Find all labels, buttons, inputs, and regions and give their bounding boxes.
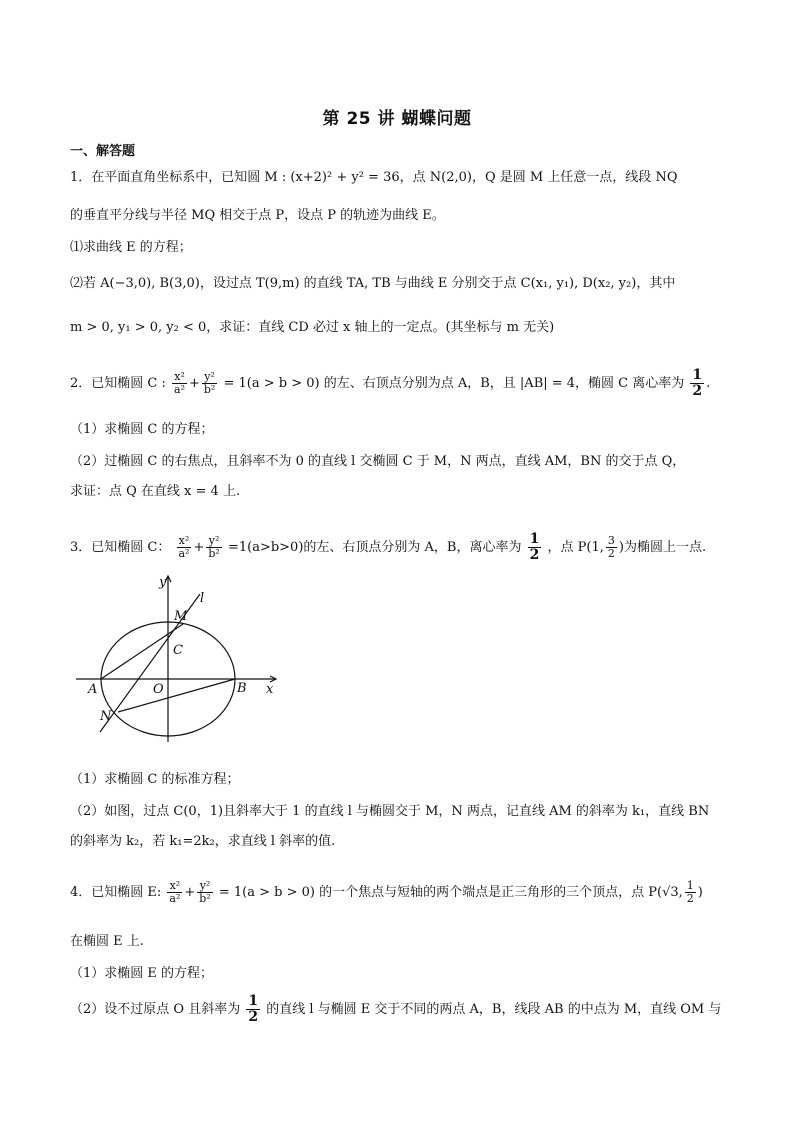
numerator: 1 xyxy=(529,531,540,547)
denominator: a² xyxy=(169,892,181,905)
problem-3-point-desc: 为椭圆上一点. xyxy=(623,540,707,555)
denominator: 2 xyxy=(692,383,703,399)
denominator: 2 xyxy=(248,1009,259,1025)
problem-1-question-1: ⑴求曲线 E 的方程； xyxy=(70,240,192,255)
fraction-three-halves xyxy=(606,535,617,560)
label-y: y xyxy=(159,575,167,590)
denominator: 2 xyxy=(607,547,615,560)
numerator: 3 xyxy=(607,534,615,547)
problem-1-question-2b: m > 0, y₁ > 0, y₂ < 0，求证：直线 CD 必过 x 轴上的一定点。(其坐标与 m 无关) xyxy=(70,320,555,335)
problem-4-intro: 4．已知椭圆 E: xyxy=(70,885,162,900)
fraction-x2-a2 xyxy=(167,880,182,905)
fraction-one-half xyxy=(690,368,704,399)
fraction-y2-b2 xyxy=(197,880,212,905)
problem-4-question-2a: （2）设不过原点 O 且斜率为 xyxy=(70,1002,241,1017)
ellipse-figure xyxy=(70,572,290,750)
problem-3-point-p: ，点 P xyxy=(547,540,587,555)
page-title: 第 25 讲 蝴蝶问题 xyxy=(322,109,472,129)
numerator: 1 xyxy=(686,879,694,892)
fraction-x2-a2 xyxy=(172,371,187,396)
problem-1-line-2: 的垂直平分线与半径 MQ 相交于点 P，设点 P 的轨迹为曲线 E。 xyxy=(70,208,445,223)
problem-4-line-2: 在椭圆 E 上. xyxy=(70,934,144,949)
label-l: l xyxy=(200,591,205,606)
problem-2-condition: = 1(a > b > 0) 的左、右顶点分别为点 A，B，且 |AB| = 4，椭圆 C 离心率为 xyxy=(223,376,685,391)
fraction-x2-a2 xyxy=(177,535,192,560)
denominator: b² xyxy=(199,892,211,905)
problem-2-question-2b: 求证：点 Q 在直线 x = 4 上. xyxy=(70,484,241,499)
fraction-one-half xyxy=(246,994,260,1025)
problem-4-condition: = 1(a > b > 0) 的一个焦点与短轴的两个端点是正三角形的三个顶点，点 P(√3, xyxy=(218,885,683,900)
problem-3-question-2b: 的斜率为 k₂，若 k₁=2k₂，求直线 l 斜率的值. xyxy=(70,834,336,849)
numerator: 1 xyxy=(692,367,703,383)
problem-3-condition: =1(a>b>0)的左、右顶点分别为 A，B，离心率为 xyxy=(227,540,522,555)
label-m: M xyxy=(174,609,188,624)
label-n: N xyxy=(100,709,112,724)
denominator: a² xyxy=(174,383,185,396)
problem-3-intro: 3．已知椭圆 C： xyxy=(70,540,171,555)
numerator: x² xyxy=(172,371,187,384)
denominator: b² xyxy=(208,547,220,560)
numerator: 1 xyxy=(248,993,259,1009)
line-am xyxy=(101,624,183,679)
problem-4-question-2 xyxy=(70,994,730,1025)
fraction-one-half xyxy=(528,532,542,563)
fraction-one-half-small xyxy=(685,880,696,905)
problem-2-intro: 2．已知椭圆 C : xyxy=(70,376,166,391)
problem-1-line-1: 1．在平面直角坐标系中，已知圆 M : (x+2)² + y² = 36，点 N(2,0)，Q 是圆 M 上任意一点，线段 NQ xyxy=(70,170,678,185)
fraction-y2-b2 xyxy=(206,535,221,560)
problem-4-line-1: 4．已知椭圆 E: $\frac{\text{x²}}{\text{a²}}$ + $\frac{\text{y²}}{\text{b²}}$ = 1(a > b > 0) 的一个焦点与短轴的两个端点是正三角形的三个顶点，点 P(√3, $\frac{1}{2}$ ) xyxy=(70,879,703,905)
denominator: 2 xyxy=(686,892,694,905)
problem-2-question-2a: （2）过椭圆 C 的右焦点，且斜率不为 0 的直线 l 交椭圆 C 于 M，N 两点，直线 AM，BN 的交于点 Q， xyxy=(70,454,686,469)
problem-1-question-2a: ⑵若 A(−3,0), B(3,0)，设过点 T(9,m) 的直线 TA, TB 与曲线 E 分别交于点 C(x₁, y₁), D(x₂, y₂)，其中 xyxy=(70,276,676,291)
section-heading: 一、解答题 xyxy=(70,144,136,159)
problem-3-line-1: 3．已知椭圆 C： $\frac{\text{x²}}{\text{a²}}$ + $\frac{\text{y²}}{\text{b²}}$ =1(a>b>0)的左、右顶点分别为 A，B，离心率为 $\frac{1}{2}$ ，点 P(1, $\frac{3}{2}$ )为椭圆上一点. xyxy=(70,531,707,563)
numerator: y² xyxy=(197,880,212,893)
denominator: a² xyxy=(178,547,190,560)
numerator: x² xyxy=(177,535,192,548)
numerator: x² xyxy=(167,880,182,893)
problem-4-question-1: （1）求椭圆 E 的方程； xyxy=(70,966,214,981)
problem-3-question-2a: （2）如图，过点 C(0，1)且斜率大于 1 的直线 l 与椭圆交于 M，N 两点，记直线 AM 的斜率为 k₁，直线 BN xyxy=(70,804,710,819)
problem-2-question-1: （1）求椭圆 C 的方程； xyxy=(70,422,214,437)
denominator: b² xyxy=(203,383,216,396)
label-b: B xyxy=(237,681,247,696)
label-c: C xyxy=(173,643,183,658)
problem-4-question-2b: 的直线 l 与椭圆 E 交于不同的两点 A，B，线段 AB 的中点为 M，直线 OM 与 xyxy=(266,1002,722,1017)
denominator: 2 xyxy=(529,547,540,563)
problem-2-line-1: 2．已知椭圆 C : $\frac{\text{x²}}{\text{a²}}$ + $\frac{\text{y²}}{\text{b²}}$ = 1(a > b > 0) 的左、右顶点分别为点 A，B，且 |AB| = 4，椭圆 C 离心率为 $\frac{1}{2}$ . xyxy=(70,367,711,399)
problem-4-paren: ) xyxy=(697,885,703,900)
label-x: x xyxy=(266,682,274,697)
label-a: A xyxy=(88,682,98,697)
numerator: y² xyxy=(206,535,221,548)
label-o: O xyxy=(153,682,164,697)
numerator: y² xyxy=(202,371,217,384)
problem-3-question-1: （1）求椭圆 C 的标准方程； xyxy=(70,772,240,787)
ellipse-diagram xyxy=(70,572,290,750)
fraction-y2-b2 xyxy=(202,371,217,396)
